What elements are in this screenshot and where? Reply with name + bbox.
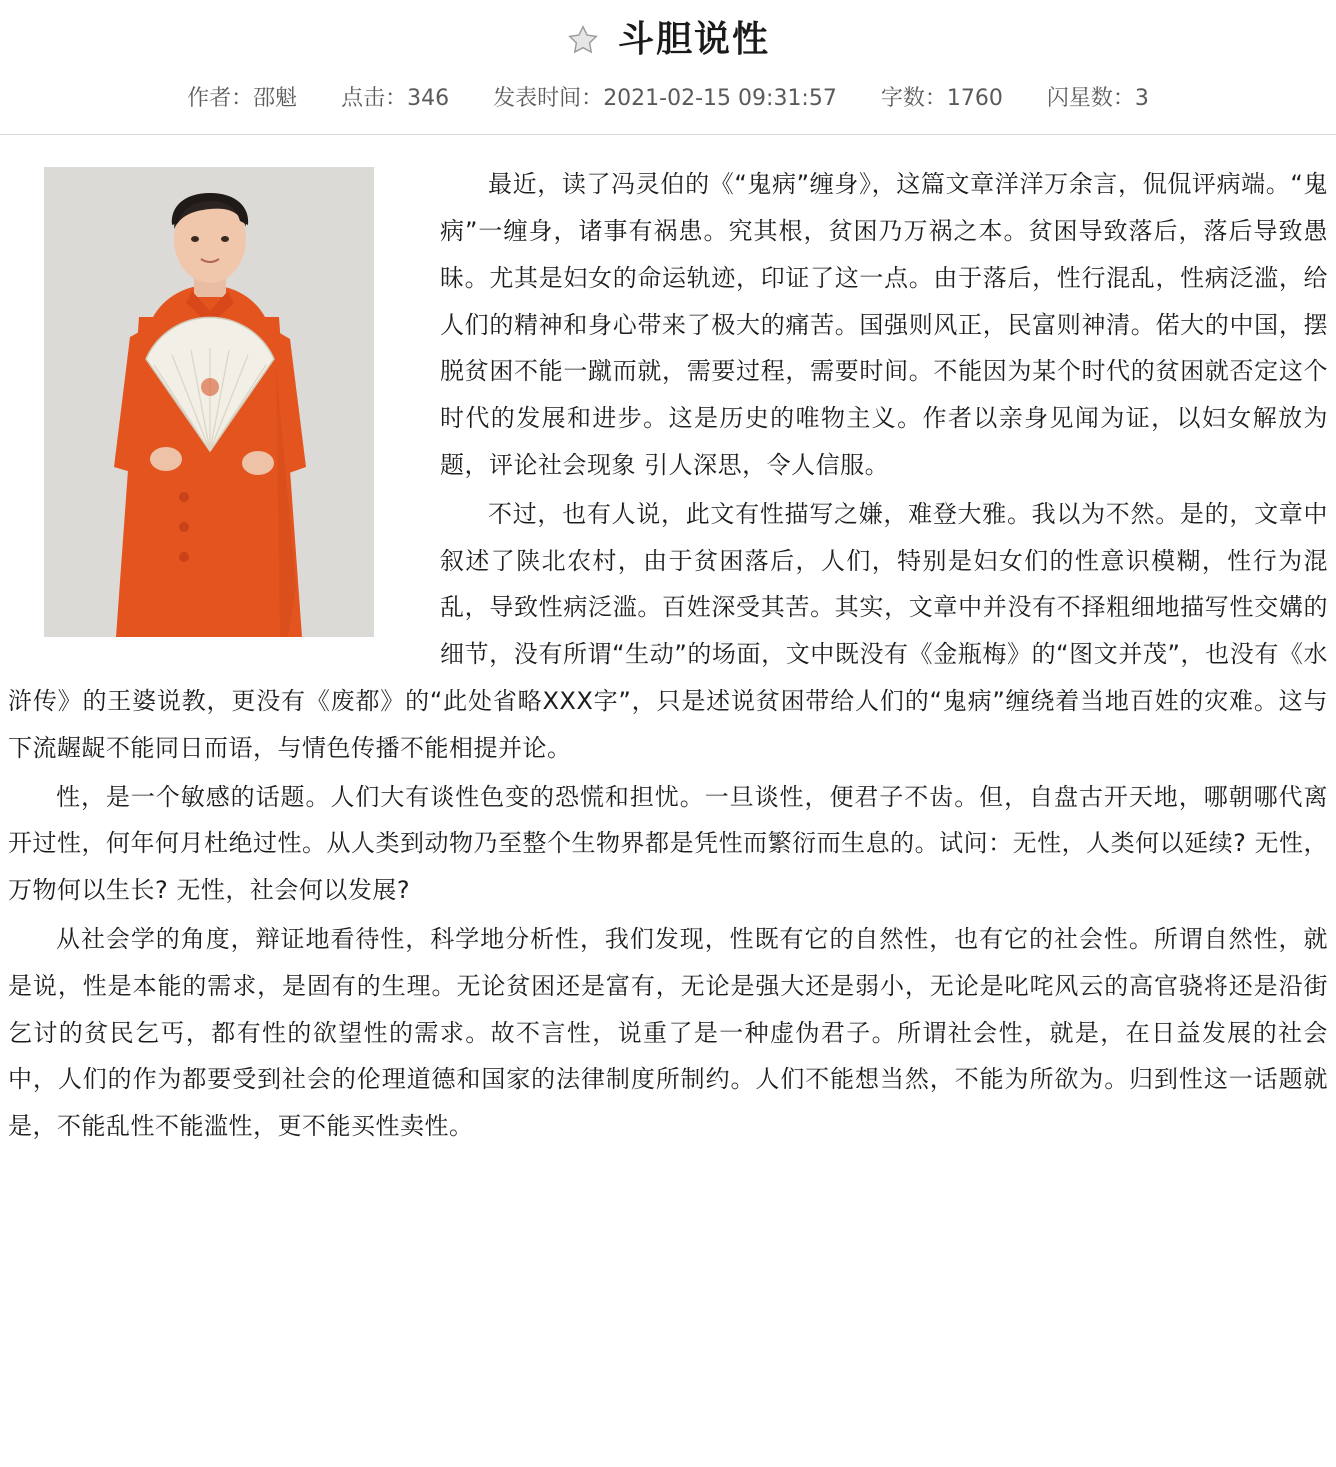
- meta-publish-time-label: 发表时间：: [493, 86, 604, 112]
- meta-views-value: 346: [407, 86, 450, 112]
- article-paragraph: 不过，也有人说，此文有性描写之嫌，难登大雅。我以为不然。是的，文章中叙述了陕北农村，由于贫困落后，人们，特别是妇女们的性意识模糊，性行为混乱，导致性病泛滥。百姓深受其苦。其实，文章中并没有不择粗细地描写性交媾的细节，没有所谓“生动”的场面，文中既没有《金瓶梅》的“图文并茂”，也没有《水浒传》的王婆说教，更没有《废都》的“此处省略XXX字”，只是述说贫困带给人们的“鬼病”缠绕着当地百姓的灾难。这与下流龌龊不能同日而语，与情色传播不能相提并论。: [8, 499, 1328, 762]
- author-portrait-image: [44, 167, 374, 637]
- article-paragraph: 最近，读了冯灵伯的《“鬼病”缠身》，这篇文章洋洋万余言，侃侃评病端。“鬼病”一缠身，诸事有祸患。究其根，贫困乃万祸之本。贫困导致落后，落后导致愚昧。尤其是妇女的命运轨迹，印证了这一点。由于落后，性行混乱，性病泛滥，给人们的精神和身心带来了极大的痛苦。国强则风正，民富则神清。偌大的中国，摆脱贫困不能一蹴而就，需要过程，需要时间。不能因为某个时代的贫困就否定这个时代的发展和进步。这是历史的唯物主义。作者以亲身见闻为证，以妇女解放为题，评论社会现象 引人深思，令人信服。: [440, 170, 1328, 479]
- page-title: 斗胆说性: [617, 19, 770, 60]
- article-figure: [44, 167, 416, 637]
- star-icon[interactable]: [566, 23, 600, 57]
- meta-word-count-value: 1760: [946, 86, 1003, 112]
- meta-views: [341, 81, 449, 112]
- meta-publish-time-value: 2021-02-15 09:31:57: [603, 86, 837, 112]
- article-meta: [0, 81, 1336, 112]
- meta-star-count: [1047, 81, 1149, 112]
- meta-author: [187, 81, 297, 112]
- meta-star-count-label: 闪星数：: [1046, 86, 1135, 112]
- meta-publish-time: [493, 81, 837, 112]
- article-paragraph: 性，是一个敏感的话题。人们大有谈性色变的恐慌和担忧。一旦谈性，便君子不齿。但，自盘古开天地，哪朝哪代离开过性，何年何月杜绝过性。从人类到动物乃至整个生物界都是凭性而繁衍而生息的。试问：无性，人类何以延续? 无性，万物何以生长? 无性，社会何以发展?: [8, 782, 1328, 905]
- title-row: [0, 0, 1336, 61]
- meta-word-count-label: 字数：: [880, 86, 947, 112]
- meta-author-label: 作者：: [187, 86, 254, 112]
- meta-word-count: [881, 81, 1003, 112]
- article-content: [0, 135, 1336, 1150]
- meta-views-label: 点击：: [341, 86, 408, 112]
- meta-author-value: 邵魁: [253, 86, 298, 112]
- meta-star-count-value: 3: [1134, 86, 1149, 112]
- article-paragraph: 从社会学的角度，辩证地看待性，科学地分析性，我们发现，性既有它的自然性，也有它的社会性。所谓自然性，就是说，性是本能的需求，是固有的生理。无论贫困还是富有，无论是强大还是弱小，无论是叱咤风云的高官骁将还是沿街乞讨的贫民乞丐，都有性的欲望性的需求。故不言性，说重了是一种虚伪君子。所谓社会性，就是，在日益发展的社会中，人们的作为都要受到社会的伦理道德和国家的法律制度所制约。人们不能想当然，不能为所欲为。归到性这一话题就是，不能乱性不能滥性，更不能买性卖性。: [8, 924, 1328, 1141]
